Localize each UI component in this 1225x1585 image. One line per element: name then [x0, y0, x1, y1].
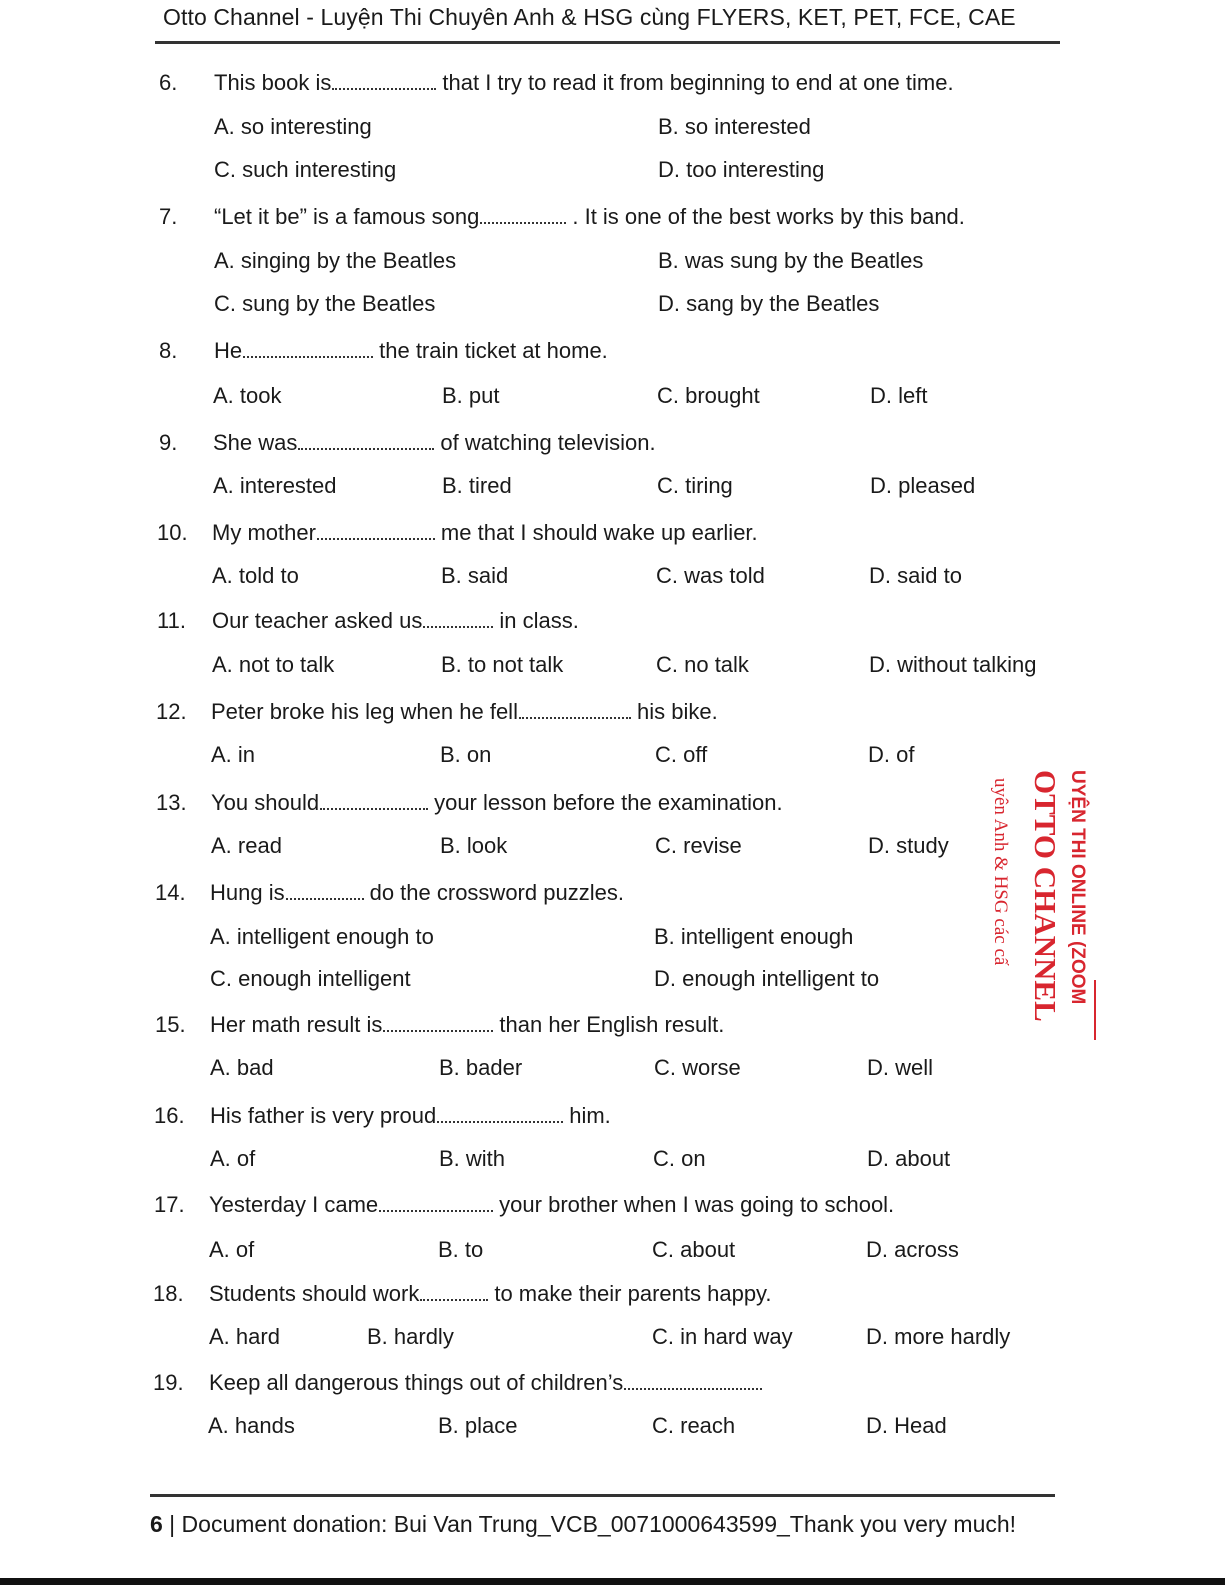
answer-option: C. was told: [656, 563, 765, 588]
page-footer: [150, 1511, 1016, 1538]
answer-option: B. look: [440, 833, 508, 858]
answer-option: B. place: [438, 1413, 518, 1438]
question-text-before: Keep all dangerous things out of children’s: [209, 1370, 624, 1395]
question-text-before: This book is: [214, 70, 332, 95]
question-text-before: His father is very proud: [210, 1103, 437, 1128]
question-number: 17.: [154, 1192, 185, 1217]
question-text-before: My mother: [212, 520, 316, 545]
answer-blank: [624, 1374, 762, 1390]
question-number: 9.: [159, 430, 178, 455]
question-number: 18.: [153, 1281, 184, 1306]
question-text-before: Yesterday I came: [209, 1192, 379, 1217]
answer-option: B. put: [442, 383, 500, 408]
question-stem: [210, 880, 624, 906]
question-number: 10.: [157, 520, 188, 545]
question-stem: [209, 1281, 772, 1307]
answer-option: A. hard: [209, 1324, 280, 1349]
answer-option: A. intelligent enough to: [210, 924, 434, 949]
answer-option: C. revise: [655, 833, 742, 858]
question-text-after: me that I should wake up earlier.: [440, 520, 758, 545]
question-number: 19.: [153, 1370, 184, 1395]
question-stem: [209, 1192, 894, 1218]
answer-option: A. interested: [213, 473, 337, 498]
answer-blank: [519, 703, 631, 719]
question-text-after: your lesson before the examination.: [434, 790, 783, 815]
answer-option: D. about: [867, 1146, 951, 1171]
answer-option: A. of: [209, 1237, 255, 1262]
answer-option: A. hands: [208, 1413, 295, 1438]
question-stem: [214, 338, 608, 364]
answer-option: D. more hardly: [866, 1324, 1011, 1349]
answer-option: B. tired: [442, 473, 512, 498]
answer-option: A. told to: [212, 563, 299, 588]
question-stem: [214, 70, 954, 96]
answer-option: C. about: [652, 1237, 736, 1262]
answer-option: B. hardly: [367, 1324, 454, 1349]
answer-option: D. study: [868, 833, 949, 858]
answer-blank: [243, 342, 373, 358]
question-stem: [214, 204, 965, 230]
answer-option: A. singing by the Beatles: [214, 248, 457, 273]
answer-option: A. so interesting: [214, 114, 372, 139]
footer-divider: [150, 1494, 1055, 1497]
question-stem: [213, 430, 656, 456]
answer-blank: [320, 794, 428, 810]
answer-option: C. tiring: [657, 473, 733, 498]
question-text-before: He: [214, 338, 243, 363]
question-number: 14.: [155, 880, 186, 905]
question-text-before: Our teacher asked us: [212, 608, 423, 633]
answer-option: D. of: [868, 742, 915, 767]
otto-channel-stamp: [985, 770, 1105, 1070]
answer-option: B. bader: [439, 1055, 523, 1080]
question-stem: [209, 1370, 768, 1396]
answer-option: A. not to talk: [212, 652, 335, 677]
answer-option: A. took: [213, 383, 282, 408]
answer-option: A. bad: [210, 1055, 274, 1080]
header-divider: [155, 41, 1060, 44]
answer-option: B. so interested: [658, 114, 811, 139]
question-stem: [210, 1103, 611, 1129]
answer-option: C. such interesting: [214, 157, 397, 182]
answer-blank: [317, 524, 435, 540]
question-text-before: “Let it be” is a famous song: [214, 204, 480, 229]
question-number: 11.: [157, 608, 186, 633]
scan-edge: [0, 1578, 1225, 1585]
answer-option: C. worse: [654, 1055, 741, 1080]
answer-blank: [379, 1196, 493, 1212]
answer-blank: [332, 74, 436, 90]
answer-blank: [423, 612, 493, 628]
answer-option: D. without talking: [869, 652, 1037, 677]
question-text-before: Peter broke his leg when he fell: [211, 699, 518, 724]
question-text-before: She was: [213, 430, 298, 455]
answer-option: B. with: [439, 1146, 506, 1171]
answer-option: C. on: [653, 1146, 706, 1171]
answer-option: D. Head: [866, 1413, 947, 1438]
question-stem: [212, 520, 758, 546]
question-text-after: his bike.: [636, 699, 718, 724]
answer-option: A. of: [210, 1146, 256, 1171]
question-text-after: your brother when I was going to school.: [499, 1192, 895, 1217]
stamp-line-1: UYỆN THI ONLINE (ZOOM: [1067, 770, 1088, 1005]
question-number: 6.: [159, 70, 178, 95]
answer-option: C. no talk: [656, 652, 749, 677]
answer-option: D. enough intelligent to: [654, 966, 880, 991]
answer-option: B. intelligent enough: [654, 924, 854, 949]
answer-option: A. read: [211, 833, 282, 858]
answer-option: A. in: [211, 742, 256, 767]
page-number: 6: [150, 1511, 163, 1537]
question-stem: [212, 608, 579, 634]
answer-option: B. said: [441, 563, 509, 588]
answer-option: D. sang by the Beatles: [658, 291, 880, 316]
answer-blank: [420, 1285, 488, 1301]
answer-blank: [286, 884, 364, 900]
question-text-after: do the crossword puzzles.: [369, 880, 624, 905]
question-text-before: You should: [211, 790, 320, 815]
answer-option: D. left: [870, 383, 928, 408]
question-text-before: Her math result is: [210, 1012, 383, 1037]
question-text-before: Hung is: [210, 880, 285, 905]
question-text-after: the train ticket at home.: [379, 338, 608, 363]
answer-option: C. off: [655, 742, 708, 767]
answer-option: C. brought: [657, 383, 760, 408]
answer-option: D. said to: [869, 563, 962, 588]
answer-option: D. well: [867, 1055, 934, 1080]
question-text-after: him.: [569, 1103, 611, 1128]
answer-option: C. sung by the Beatles: [214, 291, 436, 316]
question-text-after: . It is one of the best works by this band.: [572, 204, 965, 229]
question-number: 12.: [156, 699, 187, 724]
question-stem: [210, 1012, 724, 1038]
question-stem: [211, 699, 718, 725]
question-number: 16.: [154, 1103, 185, 1128]
question-number: 8.: [159, 338, 178, 363]
question-text-after: that I try to read it from beginning to end at one time.: [442, 70, 954, 95]
footer-text: | Document donation: Bui Van Trung_VCB_0071000643599_Thank you very much!: [162, 1511, 1017, 1537]
answer-blank: [437, 1107, 563, 1123]
answer-option: C. enough intelligent: [210, 966, 411, 991]
answer-option: D. too interesting: [658, 157, 825, 182]
answer-blank: [480, 208, 566, 224]
question-text-before: Students should work: [209, 1281, 420, 1306]
answer-blank: [383, 1016, 493, 1032]
answer-option: C. in hard way: [652, 1324, 793, 1349]
answer-option: B. on: [440, 742, 492, 767]
question-number: 7.: [159, 204, 178, 229]
answer-option: B. to: [438, 1237, 484, 1262]
question-text-after: to make their parents happy.: [494, 1281, 772, 1306]
question-text-after: in class.: [499, 608, 579, 633]
answer-option: C. reach: [652, 1413, 736, 1438]
answer-option: B. to not talk: [441, 652, 564, 677]
question-stem: [211, 790, 783, 816]
question-number: 15.: [155, 1012, 186, 1037]
question-text-after: of watching television.: [440, 430, 656, 455]
stamp-line-3: uyên Anh & HSG các cấ: [990, 778, 1011, 966]
page-header: Otto Channel - Luyện Thi Chuyên Anh & HSG cùng FLYERS, KET, PET, FCE, CAE: [163, 4, 1016, 30]
answer-blank: [298, 434, 434, 450]
stamp-line-2: OTTO CHANNEL: [1028, 770, 1063, 1022]
answer-option: B. was sung by the Beatles: [658, 248, 924, 273]
question-number: 13.: [156, 790, 187, 815]
question-text-after: than her English result.: [499, 1012, 725, 1037]
answer-option: D. across: [866, 1237, 959, 1262]
answer-option: D. pleased: [870, 473, 976, 498]
